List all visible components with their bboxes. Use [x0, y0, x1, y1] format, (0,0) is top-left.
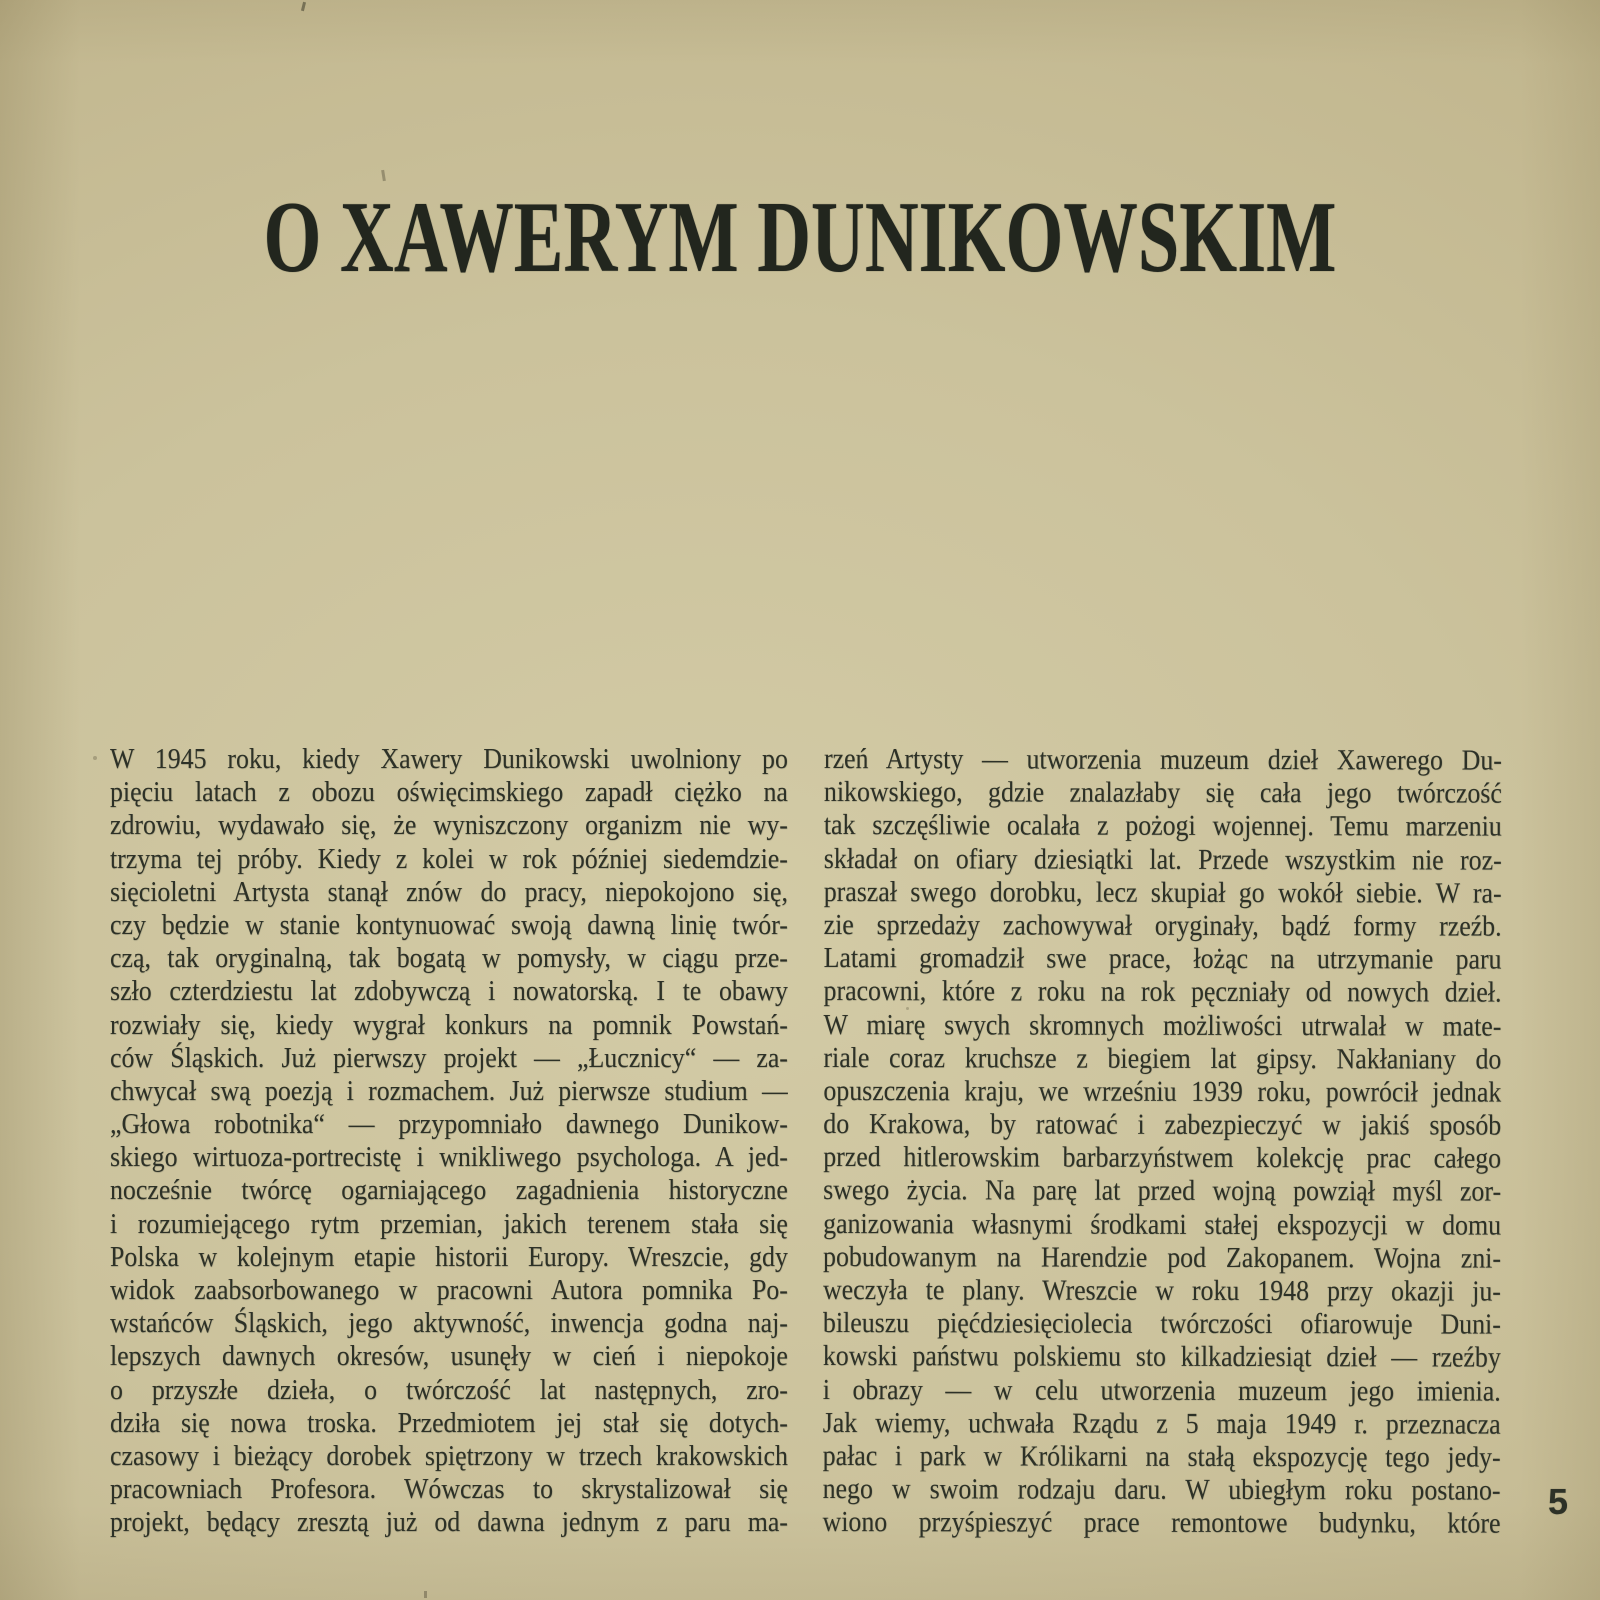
dust-speck [93, 756, 97, 760]
text-line: skiego wirtuoza-portrecistę i wnikliwego psychologa. A jed- [110, 1141, 788, 1174]
text-line: swego życia. Na parę lat przed wojną powziął myśl zor- [823, 1174, 1502, 1209]
text-line: pięciu latach z obozu oświęcimskiego zapadł ciężko na [110, 776, 788, 809]
text-line: Polska w kolejnym etapie historii Europy. Wreszcie, gdy [110, 1240, 788, 1273]
text-line: do Krakowa, by ratować i zabezpieczyć w jakiś sposób [823, 1108, 1502, 1142]
text-line: pracowni, które z roku na rok pęczniały od nowych dzieł. [823, 975, 1502, 1009]
text-line: W 1945 roku, kiedy Xawery Dunikowski uwolniony po [110, 743, 788, 775]
text-line: ców Śląskich. Już pierwszy projekt — „Łucznicy“ — za- [110, 1041, 788, 1074]
text-line: przed hitlerowskim barbarzyństwem kolekcję prac całego [823, 1141, 1502, 1175]
text-line: trzyma tej próby. Kiedy z kolei w rok później siedemdzie- [110, 842, 788, 875]
text-line: nikowskiego, gdzie znalazłaby się cała jego twórczość [823, 776, 1502, 810]
text-line: i rozumiejącego rytm przemian, jakich terenem stała się [110, 1207, 788, 1240]
text-line: składał on ofiary dziesiątki lat. Przede wszystkim nie roz- [823, 842, 1502, 877]
dust-speck [381, 170, 386, 181]
text-line: wstańców Śląskich, jego aktywność, inwencja godna naj- [110, 1307, 788, 1340]
text-line: czy będzie w stanie kontynuować swoją dawną linię twór- [110, 908, 788, 941]
text-line: widok zaabsorbowanego w pracowni Autora pomnika Po- [110, 1274, 788, 1306]
text-line: W miarę swych skromnych możliwości utrwalał w mate- [823, 1008, 1502, 1043]
text-line: dziła się nowa troska. Przedmiotem jej stał się dotych- [110, 1406, 788, 1439]
text-line: pracowniach Profesora. Wówczas to skrystalizował się [110, 1473, 788, 1506]
text-line: praszał swego dorobku, lecz skupiał go wokół siebie. W ra- [823, 875, 1502, 910]
text-line: czą, tak oryginalną, tak bogatą w pomysły, w ciągu prze- [110, 942, 788, 975]
text-line: wiono przyśpieszyć prace remontowe budynku, które [822, 1506, 1501, 1540]
text-line: kowski państwu polskiemu sto kilkadziesiąt dzieł — rzeźby [822, 1340, 1501, 1374]
text-line: tak szczęśliwie ocalała z pożogi wojennej. Temu marzeniu [823, 809, 1502, 843]
dust-speck [424, 1591, 427, 1598]
text-line: zdrowiu, wydawało się, że wyniszczony organizm nie wy- [110, 809, 788, 842]
text-line: nocześnie twórcę ogarniającego zagadnienia historyczne [110, 1174, 788, 1207]
text-line: rozwiały się, kiedy wygrał konkurs na pomnik Powstań- [110, 1008, 788, 1041]
text-line: i obrazy — w celu utworzenia muzeum jego imienia. [822, 1373, 1501, 1408]
text-line: projekt, będący zresztą już od dawna jednym z paru ma- [110, 1506, 788, 1539]
text-line: Latami gromadził swe prace, łożąc na utrzymanie paru [823, 942, 1502, 976]
text-line: pałac i park w Królikarni na stałą ekspozycję tego jedy- [822, 1439, 1501, 1474]
text-line: nego w swoim rodzaju daru. W ubiegłym roku postano- [822, 1473, 1501, 1507]
text-line: szło czterdziestu lat zdobywczą i nowatorską. I te obawy [110, 975, 788, 1008]
text-line: zie sprzedaży zachowywał oryginały, bądź formy rzeźb. [823, 908, 1502, 943]
text-line: opuszczenia kraju, we wrześniu 1939 roku, powrócił jednak [823, 1074, 1502, 1109]
text-line: sięcioletni Artysta stanął znów do pracy, niepokojono się, [110, 875, 788, 908]
dust-speck [906, 1007, 909, 1010]
dust-speck [301, 2, 306, 11]
text-column-right [823, 743, 1502, 1541]
text-line: o przyszłe dzieła, o twórczość lat następnych, zro- [110, 1373, 788, 1406]
page-number: 5 [1548, 1481, 1569, 1522]
text-line: rzeń Artysty — utworzenia muzeum dzieł Xawerego Du- [823, 743, 1502, 777]
text-line: pobudowanym na Harendzie pod Zakopanem. Wojna zni- [823, 1240, 1501, 1275]
text-line: chwycał swą poezją i rozmachem. Już pierwsze studium — [110, 1074, 788, 1107]
text-line: lepszych dawnych okresów, usunęły w cień i niepokoje [110, 1340, 788, 1373]
text-line: „Głowa robotnika“ — przypomniało dawnego Dunikow- [110, 1108, 788, 1141]
text-line: ganizowania własnymi środkami stałej ekspozycji w domu [823, 1207, 1502, 1242]
page-title: O XAWERYM DUNIKOWSKIM [263, 181, 1337, 294]
text-column-left [110, 743, 788, 1540]
text-line: Jak wiemy, uchwała Rządu z 5 maja 1949 r. przeznacza [822, 1406, 1501, 1441]
text-line: czasowy i bieżący dorobek spiętrzony w trzech krakowskich [110, 1439, 788, 1472]
text-line: riale coraz kruchsze z biegiem lat gipsy. Nakłaniany do [823, 1041, 1502, 1076]
text-line: bileuszu pięćdziesięciolecia twórczości ofiarowuje Duni- [822, 1307, 1501, 1341]
text-line: weczyła te plany. Wreszcie w roku 1948 przy okazji ju- [822, 1273, 1501, 1308]
